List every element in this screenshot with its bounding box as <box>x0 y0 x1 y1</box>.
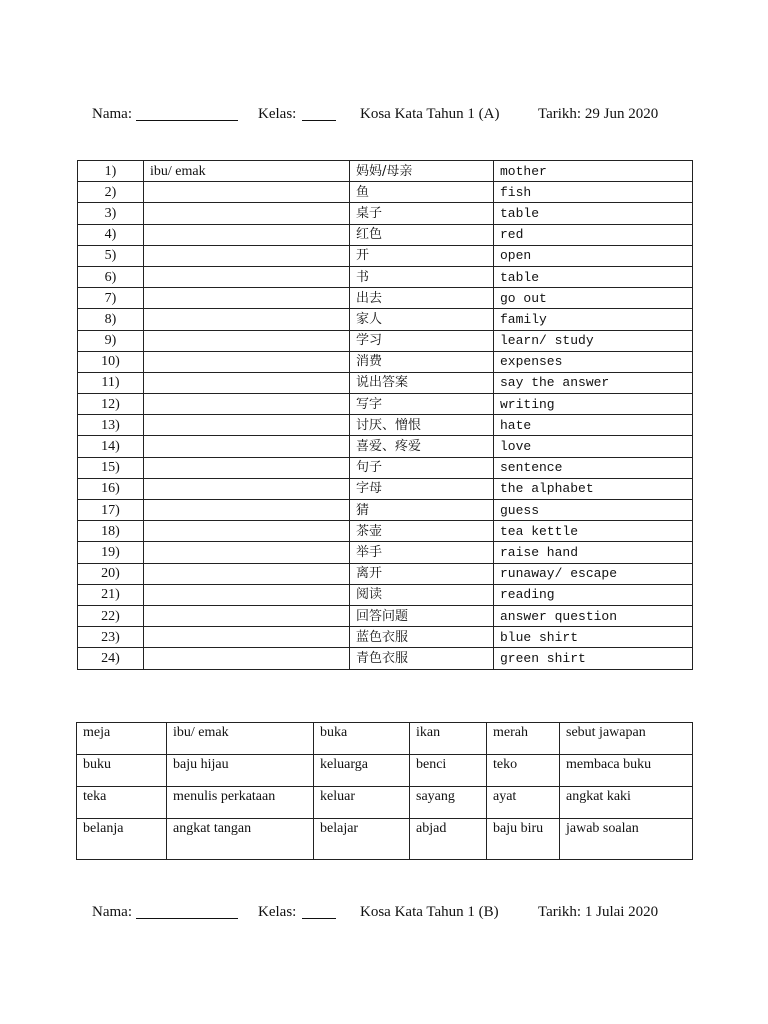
worksheet-title: Kosa Kata Tahun 1 (B) <box>360 904 499 920</box>
malay-answer-cell[interactable] <box>144 584 350 605</box>
class-label: Kelas: <box>258 106 297 122</box>
english-word-cell: tea kettle <box>494 521 693 542</box>
malay-answer-cell[interactable] <box>144 648 350 669</box>
chinese-word-cell: 鱼 <box>350 182 494 203</box>
malay-answer-cell[interactable] <box>144 266 350 287</box>
chinese-word-cell: 蓝色衣服 <box>350 627 494 648</box>
name-label: Nama: <box>92 904 132 920</box>
vocab-row <box>78 182 693 203</box>
english-word-cell: red <box>494 224 693 245</box>
english-word-cell: answer question <box>494 605 693 626</box>
chinese-word-cell: 写字 <box>350 394 494 415</box>
vocab-row <box>78 161 693 182</box>
word-bank-cell: baju hijau <box>167 755 314 787</box>
vocab-row <box>78 203 693 224</box>
name-label: Nama: <box>92 106 132 122</box>
vocabulary-table <box>77 160 693 670</box>
malay-answer-cell[interactable] <box>144 500 350 521</box>
vocab-row <box>78 457 693 478</box>
word-bank-cell: ikan <box>410 723 487 755</box>
class-label: Kelas: <box>258 904 297 920</box>
row-number: 16) <box>78 478 144 499</box>
vocab-row <box>78 372 693 393</box>
class-blank <box>302 904 336 924</box>
vocab-row <box>78 245 693 266</box>
vocab-row <box>78 521 693 542</box>
name-blank <box>136 106 238 126</box>
word-bank-cell: teko <box>487 755 560 787</box>
english-word-cell: expenses <box>494 351 693 372</box>
malay-answer-cell[interactable] <box>144 394 350 415</box>
malay-answer-cell[interactable]: ibu/ emak <box>144 161 350 182</box>
malay-answer-cell[interactable] <box>144 224 350 245</box>
chinese-word-cell: 青色衣服 <box>350 648 494 669</box>
vocab-row <box>78 478 693 499</box>
chinese-word-cell: 开 <box>350 245 494 266</box>
row-number: 7) <box>78 288 144 309</box>
vocab-row <box>78 563 693 584</box>
malay-answer-cell[interactable] <box>144 351 350 372</box>
word-bank-cell: belajar <box>314 819 410 860</box>
vocab-row <box>78 648 693 669</box>
word-bank-row <box>77 787 693 819</box>
malay-answer-cell[interactable] <box>144 415 350 436</box>
row-number: 15) <box>78 457 144 478</box>
vocab-row <box>78 224 693 245</box>
row-number: 1) <box>78 161 144 182</box>
english-word-cell: say the answer <box>494 372 693 393</box>
chinese-word-cell: 阅读 <box>350 584 494 605</box>
row-number: 3) <box>78 203 144 224</box>
chinese-word-cell: 出去 <box>350 288 494 309</box>
row-number: 21) <box>78 584 144 605</box>
chinese-word-cell: 妈妈/母亲 <box>350 161 494 182</box>
word-bank-cell: buka <box>314 723 410 755</box>
vocab-row <box>78 500 693 521</box>
malay-answer-cell[interactable] <box>144 372 350 393</box>
chinese-word-cell: 句子 <box>350 457 494 478</box>
row-number: 2) <box>78 182 144 203</box>
malay-answer-cell[interactable] <box>144 605 350 626</box>
row-number: 11) <box>78 372 144 393</box>
english-word-cell: runaway/ escape <box>494 563 693 584</box>
row-number: 6) <box>78 266 144 287</box>
malay-answer-cell[interactable] <box>144 288 350 309</box>
english-word-cell: go out <box>494 288 693 309</box>
vocab-row <box>78 584 693 605</box>
row-number: 18) <box>78 521 144 542</box>
vocab-row <box>78 394 693 415</box>
malay-answer-cell[interactable] <box>144 627 350 648</box>
chinese-word-cell: 学习 <box>350 330 494 351</box>
english-word-cell: blue shirt <box>494 627 693 648</box>
chinese-word-cell: 举手 <box>350 542 494 563</box>
word-bank-row <box>77 819 693 860</box>
word-bank-cell: abjad <box>410 819 487 860</box>
malay-answer-cell[interactable] <box>144 309 350 330</box>
vocab-row <box>78 351 693 372</box>
word-bank-cell: benci <box>410 755 487 787</box>
chinese-word-cell: 讨厌、憎恨 <box>350 415 494 436</box>
word-bank-cell: angkat tangan <box>167 819 314 860</box>
english-word-cell: mother <box>494 161 693 182</box>
word-bank-row <box>77 723 693 755</box>
word-bank-cell: belanja <box>77 819 167 860</box>
chinese-word-cell: 书 <box>350 266 494 287</box>
chinese-word-cell: 猜 <box>350 500 494 521</box>
row-number: 13) <box>78 415 144 436</box>
worksheet-title: Kosa Kata Tahun 1 (A) <box>360 106 500 122</box>
malay-answer-cell[interactable] <box>144 203 350 224</box>
chinese-word-cell: 回答问题 <box>350 605 494 626</box>
word-bank-cell: buku <box>77 755 167 787</box>
chinese-word-cell: 家人 <box>350 309 494 330</box>
word-bank-cell: merah <box>487 723 560 755</box>
worksheet-date: Tarikh: 1 Julai 2020 <box>538 904 659 920</box>
english-word-cell: hate <box>494 415 693 436</box>
row-number: 19) <box>78 542 144 563</box>
word-bank-cell: keluar <box>314 787 410 819</box>
class-blank <box>302 106 336 126</box>
word-bank-cell: membaca buku <box>560 755 693 787</box>
worksheet-date: Tarikh: 29 Jun 2020 <box>538 106 659 122</box>
malay-answer-cell[interactable] <box>144 521 350 542</box>
malay-answer-cell[interactable] <box>144 457 350 478</box>
malay-answer-cell[interactable] <box>144 245 350 266</box>
word-bank-cell: sayang <box>410 787 487 819</box>
english-word-cell: green shirt <box>494 648 693 669</box>
chinese-word-cell: 字母 <box>350 478 494 499</box>
row-number: 24) <box>78 648 144 669</box>
chinese-word-cell: 离开 <box>350 563 494 584</box>
english-word-cell: table <box>494 203 693 224</box>
word-bank-cell: jawab soalan <box>560 819 693 860</box>
row-number: 12) <box>78 394 144 415</box>
english-word-cell: table <box>494 266 693 287</box>
word-bank-table <box>76 722 693 860</box>
english-word-cell: reading <box>494 584 693 605</box>
english-word-cell: fish <box>494 182 693 203</box>
vocab-row <box>78 627 693 648</box>
malay-answer-cell[interactable] <box>144 563 350 584</box>
row-number: 4) <box>78 224 144 245</box>
row-number: 22) <box>78 605 144 626</box>
chinese-word-cell: 喜爱、疼爱 <box>350 436 494 457</box>
row-number: 9) <box>78 330 144 351</box>
word-bank-cell: ayat <box>487 787 560 819</box>
vocab-row <box>78 288 693 309</box>
row-number: 5) <box>78 245 144 266</box>
word-bank-cell: ibu/ emak <box>167 723 314 755</box>
row-number: 23) <box>78 627 144 648</box>
name-blank <box>136 904 238 924</box>
malay-answer-cell[interactable] <box>144 330 350 351</box>
english-word-cell: love <box>494 436 693 457</box>
word-bank-cell: menulis perkataan <box>167 787 314 819</box>
english-word-cell: raise hand <box>494 542 693 563</box>
word-bank-cell: angkat kaki <box>560 787 693 819</box>
vocab-row <box>78 436 693 457</box>
vocab-row <box>78 266 693 287</box>
chinese-word-cell: 说出答案 <box>350 372 494 393</box>
malay-answer-cell[interactable] <box>144 182 350 203</box>
row-number: 8) <box>78 309 144 330</box>
word-bank-cell: meja <box>77 723 167 755</box>
english-word-cell: open <box>494 245 693 266</box>
malay-answer-cell[interactable] <box>144 436 350 457</box>
word-bank-cell: sebut jawapan <box>560 723 693 755</box>
row-number: 20) <box>78 563 144 584</box>
malay-answer-cell[interactable] <box>144 478 350 499</box>
chinese-word-cell: 茶壶 <box>350 521 494 542</box>
word-bank-cell: keluarga <box>314 755 410 787</box>
english-word-cell: the alphabet <box>494 478 693 499</box>
vocab-row <box>78 605 693 626</box>
chinese-word-cell: 红色 <box>350 224 494 245</box>
vocab-row <box>78 542 693 563</box>
vocab-row <box>78 330 693 351</box>
row-number: 14) <box>78 436 144 457</box>
row-number: 10) <box>78 351 144 372</box>
word-bank-row <box>77 755 693 787</box>
chinese-word-cell: 消费 <box>350 351 494 372</box>
english-word-cell: learn/ study <box>494 330 693 351</box>
english-word-cell: guess <box>494 500 693 521</box>
malay-answer-cell[interactable] <box>144 542 350 563</box>
vocab-row <box>78 415 693 436</box>
vocab-row <box>78 309 693 330</box>
word-bank-cell: teka <box>77 787 167 819</box>
english-word-cell: sentence <box>494 457 693 478</box>
english-word-cell: family <box>494 309 693 330</box>
row-number: 17) <box>78 500 144 521</box>
word-bank-cell: baju biru <box>487 819 560 860</box>
english-word-cell: writing <box>494 394 693 415</box>
chinese-word-cell: 桌子 <box>350 203 494 224</box>
